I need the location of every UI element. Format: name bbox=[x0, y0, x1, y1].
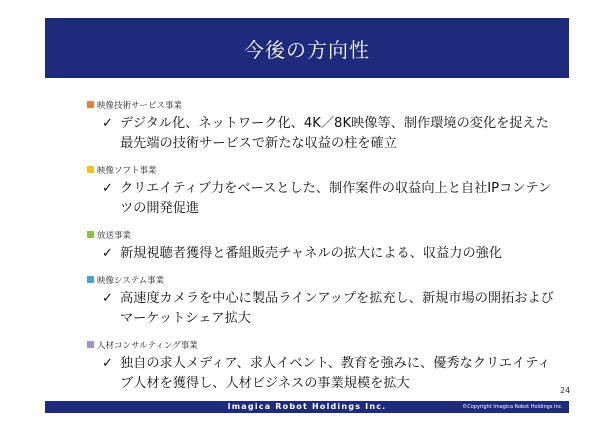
page-number: 24 bbox=[560, 386, 571, 395]
bullet-text: デジタル化、ネットワーク化、4K／8K映像等、制作環境の変化を捉えた最先端の技術サービスで新たな収益の柱を確立 bbox=[120, 116, 549, 151]
bullet-text: 新規視聴者獲得と番組販売チャネルの拡大による、収益力の強化 bbox=[120, 246, 503, 261]
section-label: 映像技術サービス事業 bbox=[97, 100, 183, 111]
section-label: 放送事業 bbox=[97, 230, 132, 241]
section-broadcasting bbox=[87, 228, 557, 264]
blue-square-marker bbox=[87, 276, 94, 283]
purple-square-marker bbox=[87, 341, 94, 348]
footer-company-name: Imagica Robot Holdings Inc. bbox=[227, 402, 387, 411]
bullet-text: クリエイティブ力をベースとした、制作案件の収益向上と自社IPコンテンツの開発促進 bbox=[120, 181, 552, 216]
section-header bbox=[87, 228, 557, 241]
section-header bbox=[87, 98, 557, 111]
footer-bar bbox=[45, 401, 569, 413]
bullet-item bbox=[87, 354, 557, 394]
checkmark-icon: ✓ bbox=[102, 116, 114, 131]
section-visual-tech-services bbox=[87, 98, 557, 154]
bullet-text: 高速度カメラを中心に製品ラインアップを拡充し、新規市場の開拓およびマーケットシェア拡大 bbox=[120, 291, 554, 326]
bullet-item bbox=[87, 244, 557, 264]
section-label: 映像システム事業 bbox=[97, 275, 165, 286]
footer-copyright: ©Copyright Imagica Robot Holdings Inc. bbox=[462, 403, 563, 410]
section-header bbox=[87, 273, 557, 286]
bullet-text: 独自の求人メディア、求人イベント、教育を強みに、優秀なクリエイティブ人材を獲得し、人材ビジネスの事業規模を拡大 bbox=[120, 356, 551, 391]
section-label: 人材コンサルティング事業 bbox=[97, 340, 198, 351]
slide-title: 今後の方向性 bbox=[244, 37, 370, 62]
section-video-software bbox=[87, 163, 557, 219]
section-header bbox=[87, 338, 557, 351]
section-label: 映像ソフト事業 bbox=[97, 165, 157, 176]
orange-square-marker bbox=[87, 101, 94, 108]
section-list bbox=[87, 98, 557, 403]
title-bar bbox=[45, 18, 569, 78]
section-video-systems bbox=[87, 273, 557, 329]
bullet-item bbox=[87, 114, 557, 154]
checkmark-icon: ✓ bbox=[102, 181, 114, 196]
section-hr-consulting bbox=[87, 338, 557, 394]
yellow-square-marker bbox=[87, 166, 94, 173]
bullet-item bbox=[87, 289, 557, 329]
checkmark-icon: ✓ bbox=[102, 246, 114, 261]
section-header bbox=[87, 163, 557, 176]
checkmark-icon: ✓ bbox=[102, 291, 114, 306]
green-square-marker bbox=[87, 231, 94, 238]
bullet-item bbox=[87, 179, 557, 219]
checkmark-icon: ✓ bbox=[102, 356, 114, 371]
